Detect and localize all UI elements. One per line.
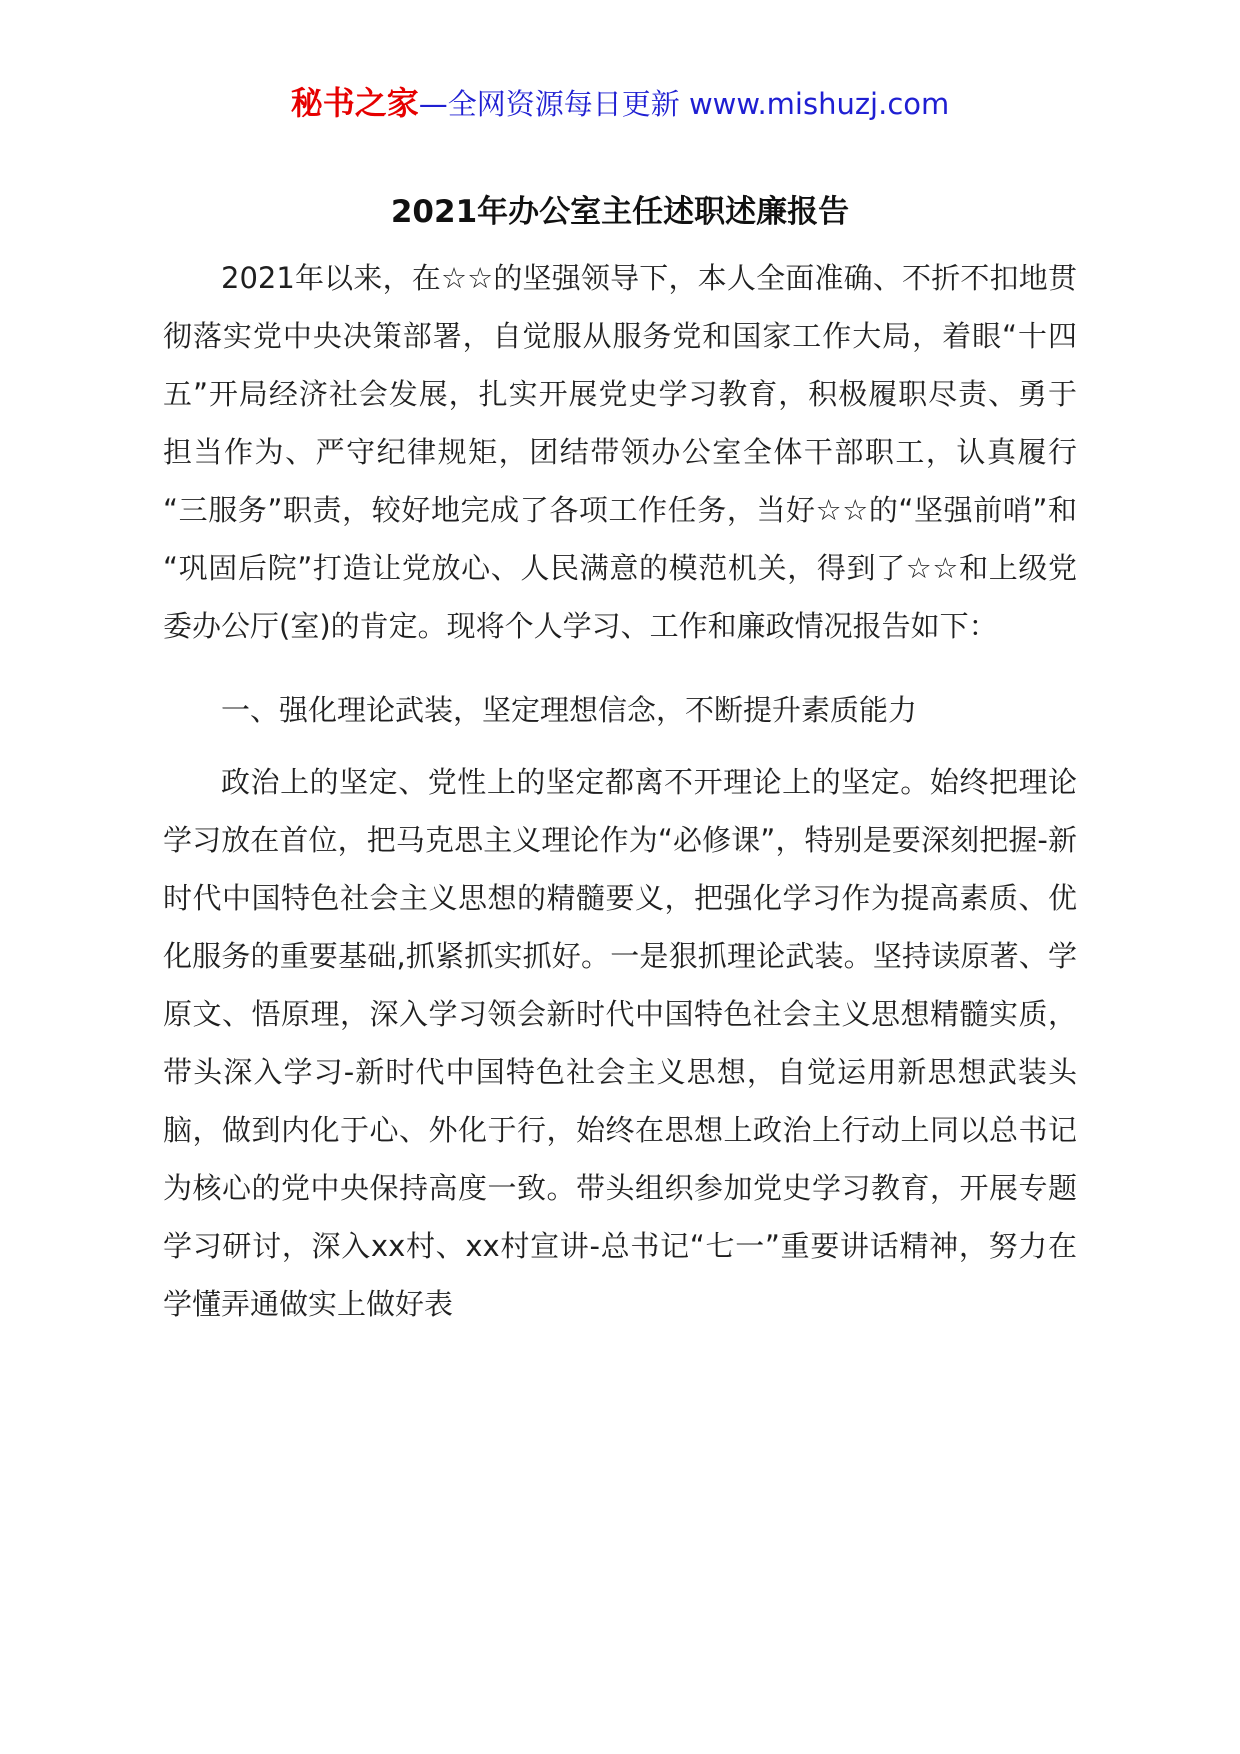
site-tagline: —全网资源每日更新: [418, 87, 689, 121]
site-url-link[interactable]: www.mishuzj.com: [688, 87, 950, 121]
site-header: [163, 82, 1077, 125]
paragraph-section-1-body: 政治上的坚定、党性上的坚定都离不开理论上的坚定。始终把理论学习放在首位，把马克思主义理论作为“必修课”，特别是要深刻把握-新时代中国特色社会主义思想的精髓要义，把强化学习作为提高素质、优化服务的重要基础,抓紧抓实抓好。一是狠抓理论武装。坚持读原著、学原文、悟原理，深入学习领会新时代中国特色社会主义思想精髓实质，带头深入学习-新时代中国特色社会主义思想，自觉运用新思想武装头脑，做到内化于心、外化于行，始终在思想上政治上行动上同以总书记为核心的党中央保持高度一致。带头组织参加党史学习教育，开展专题学习研讨，深入xx村、xx村宣讲-总书记“七一”重要讲话精神，努力在学懂弄通做实上做好表: [163, 765, 1077, 1321]
document-title: 2021年办公室主任述职述廉报告: [390, 194, 850, 230]
site-brand: 秘书之家: [290, 84, 419, 122]
paragraph-intro: 2021年以来，在☆☆的坚强领导下，本人全面准确、不折不扣地贯彻落实党中央决策部署，自觉服从服务党和国家工作大局，着眼“十四五”开局经济社会发展，扎实开展党史学习教育，积极履职尽责、勇于担当作为、严守纪律规矩，团结带领办公室全体干部职工，认真履行“三服务”职责，较好地完成了各项工作任务，当好☆☆的“坚强前哨”和“巩固后院”打造让党放心、人民满意的模范机关，得到了☆☆和上级党委办公厅(室)的肯定。现将个人学习、工作和廉政情况报告如下：: [163, 261, 1077, 643]
section-heading-1: 一、强化理论武装，坚定理想信念，不断提升素质能力: [221, 693, 918, 727]
